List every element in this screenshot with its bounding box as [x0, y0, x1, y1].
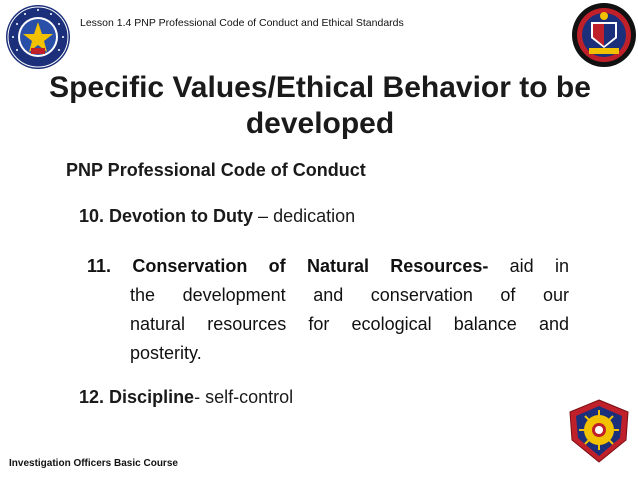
lesson-header: Lesson 1.4 PNP Professional Code of Conduct and Ethical Standards: [80, 17, 404, 29]
item-description-line: the development and conservation of our: [130, 285, 569, 305]
item-number: 11.: [87, 256, 112, 276]
item-separator: -: [194, 387, 206, 407]
item-name: Conservation of Natural Resources-: [132, 256, 489, 276]
item-number: 12.: [79, 387, 105, 407]
item-number: 10.: [79, 206, 105, 226]
item-name: Discipline: [109, 387, 195, 407]
item-description: aid in: [509, 256, 569, 276]
item-name: Devotion to Duty: [109, 206, 254, 226]
item-separator: –: [253, 206, 274, 226]
list-item-discipline: [79, 387, 293, 408]
investigation-seal-logo: [5, 4, 71, 70]
item-head-line: [87, 252, 569, 281]
list-item-devotion-to-duty: [79, 206, 355, 227]
pnp-emblem-logo: [566, 398, 632, 464]
item-description-line: posterity.: [130, 343, 202, 363]
course-footer: Investigation Officers Basic Course: [9, 458, 178, 469]
item-description: self-control: [205, 387, 294, 407]
slide-title: Specific Values/Ethical Behavior to be developed: [49, 71, 591, 140]
item-continuation: [87, 281, 569, 368]
item-description-line: natural resources for ecological balance and: [130, 314, 569, 334]
section-subtitle: PNP Professional Code of Conduct: [66, 160, 366, 180]
training-seal-logo: [571, 2, 637, 68]
list-item-conservation: [87, 252, 569, 368]
item-description: dedication: [273, 206, 356, 226]
